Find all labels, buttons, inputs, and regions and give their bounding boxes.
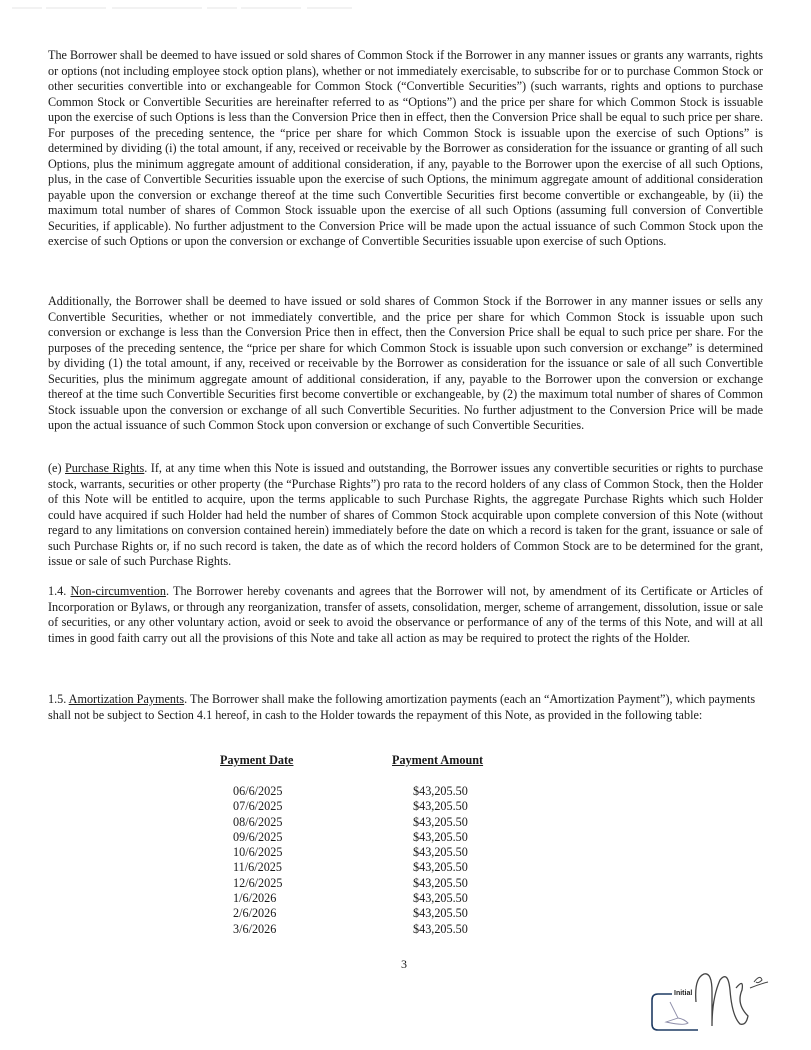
payment-amount: $43,205.50 <box>413 784 468 798</box>
section-heading-non-circumvention: Non-circumvention <box>70 584 166 598</box>
payment-amount: $43,205.50 <box>413 860 468 875</box>
payment-amount: $43,205.50 <box>413 799 468 814</box>
section-heading-purchase-rights: Purchase Rights <box>65 461 145 475</box>
section-heading-amortization-payments: Amortization Payments <box>68 692 185 706</box>
payment-date: 1/6/2026 <box>233 891 277 906</box>
paragraph-convertible-securities: Additionally, the Borrower shall be deemed to have issued or sold shares of Common Stock if the Borrower in any manner issues or sells any Convertible Securities, whether or not immediately convertible, and the price per share for which Common Stock is issuable upon such conversion or exchange is less than the Conversion Price then in effect, then the Conversion Price shall be equal to such price per share. For the purposes of the preceding sentence, the “price per share for which Common Stock is issuable upon such conversion or exchange” is determined by dividing (1) the total amount, if any, received or receivable by the Borrower as consideration for the issuance or sale of all such Convertible Securities, plus the minimum aggregate amount of additional consideration, if any, payable to the Borrower upon the conversion or exchange thereof at the time such Convertible Securities first become convertible or exchangeable, by (2) the maximum total number of shares of Common Stock issuable upon the conversion or exchange of all such Convertible Securities. No further adjustment to the Conversion Price will be made upon the actual issuance of such Common Stock upon conversion or exchange of such Convertible Securities. <box>48 294 763 432</box>
section-label: 1.5. <box>48 692 69 706</box>
payment-date: 2/6/2026 <box>233 906 277 921</box>
payment-date: 06/6/2025 <box>233 784 283 798</box>
paragraph-options-deemed-issuance: The Borrower shall be deemed to have issued or sold shares of Common Stock if the Borrower in any manner issues or grants any warrants, rights or options (not including employee stock option plans), whether or not immediately exercisable, to subscribe for or to purchase Common Stock or other securities convertible into or exchangeable for Common Stock (“Convertible Securities”) (such warrants, rights and options to purchase Common Stock or Convertible Securities are hereinafter referred to as “Options”) and the price per share for which Common Stock is issuable upon the exercise of such Options is less than the Conversion Price then in effect, then the Conversion Price shall be equal to such price per share. For purposes of the preceding sentence, the “price per share for which Common Stock is issuable upon the exercise of such Options” is determined by dividing (i) the total amount, if any, received or receivable by the Borrower as consideration for the issuance or granting of all such Options, plus the minimum aggregate amount of additional consideration, if any, payable to the Borrower upon the exercise of all such Options, plus, in the case of Convertible Securities issuable upon the exercise of such Options, the minimum aggregate amount of additional consideration payable upon the conversion or exchange thereof at the time such Convertible Securities first become convertible or exchangeable, by (ii) the maximum total number of shares of Common Stock issuable upon the exercise of all such Options (assuming full conversion of Convertible Securities, if applicable). No further adjustment to the Conversion Price will be made upon the actual issuance of such Common Stock upon the exercise of such Options or upon the conversion or exchange of Convertible Securities issuable upon exercise of such Options. <box>48 48 763 248</box>
payment-date: 07/6/2025 <box>233 799 283 814</box>
payment-date: 3/6/2026 <box>233 921 277 936</box>
payment-date: 12/6/2025 <box>233 875 283 890</box>
paragraph-purchase-rights <box>48 461 763 570</box>
page-number: 3 <box>401 957 407 971</box>
section-body: . If, at any time when this Note is issued and outstanding, the Borrower issues any convertible securities or rights to purchase stock, warrants, securities or other property (the “Purchase Rights”) pro rata to the record holders of any class of Common Stock, then the Holder of this Note will be entitled to acquire, upon the terms applicable to such Purchase Rights, the aggregate Purchase Rights which such Holder could have acquired if such Holder had held the number of shares of Common Stock acquirable upon complete conversion of this Note (without regard to any limitations on conversion contained herein) immediately before the date on which a record is taken for the grant, issuance or sale of such Purchase Rights or, if no such record is taken, the date as of which the record holders of Common Stock are to be determined for the grant, issue or sale of such Purchase Rights. <box>48 461 764 568</box>
payment-amount: $43,205.50 <box>413 875 468 890</box>
handwritten-initials-signature-icon <box>690 968 780 1033</box>
section-body: . The Borrower shall make the following amortization payments (each an “Amortization Payment”), which payments shall not be subject to Section 4.1 hereof, in cash to the Holder towards the repayment of this Note, as provided in the following table: <box>48 692 756 722</box>
payment-date: 08/6/2025 <box>233 814 283 829</box>
payment-amount: $43,205.50 <box>413 845 468 860</box>
column-header-payment-date: Payment Date <box>220 753 294 767</box>
payment-date: 10/6/2025 <box>233 845 283 860</box>
payment-amount: $43,205.50 <box>413 906 468 921</box>
payment-amount: $43,205.50 <box>413 921 468 936</box>
paragraph-non-circumvention <box>48 584 763 646</box>
column-header-payment-amount: Payment Amount <box>392 753 484 767</box>
paragraph-amortization-payments <box>48 692 763 723</box>
section-body: . The Borrower hereby covenants and agrees that the Borrower will not, by amendment of its Certificate or Articles of Incorporation or Bylaws, or through any reorganization, transfer of assets, consolidation, merger, scheme of arrangement, dissolution, issue or sale of securities, or any other voluntary action, avoid or seek to avoid the observance or performance of any of the terms of this Note, and will at all times in good faith carry out all the provisions of this Note and take all action as may be required to protect the rights of the Holder. <box>48 584 763 645</box>
payment-amount: $43,205.50 <box>413 891 468 906</box>
payment-amount: $43,205.50 <box>413 829 468 844</box>
faint-header-line <box>12 6 352 10</box>
payment-amount: $43,205.50 <box>413 814 468 829</box>
initial-label: Initial <box>674 990 693 997</box>
payment-date: 09/6/2025 <box>233 829 283 844</box>
section-label: (e) <box>48 461 65 475</box>
section-label: 1.4. <box>48 584 71 598</box>
payment-date: 11/6/2025 <box>233 860 282 875</box>
